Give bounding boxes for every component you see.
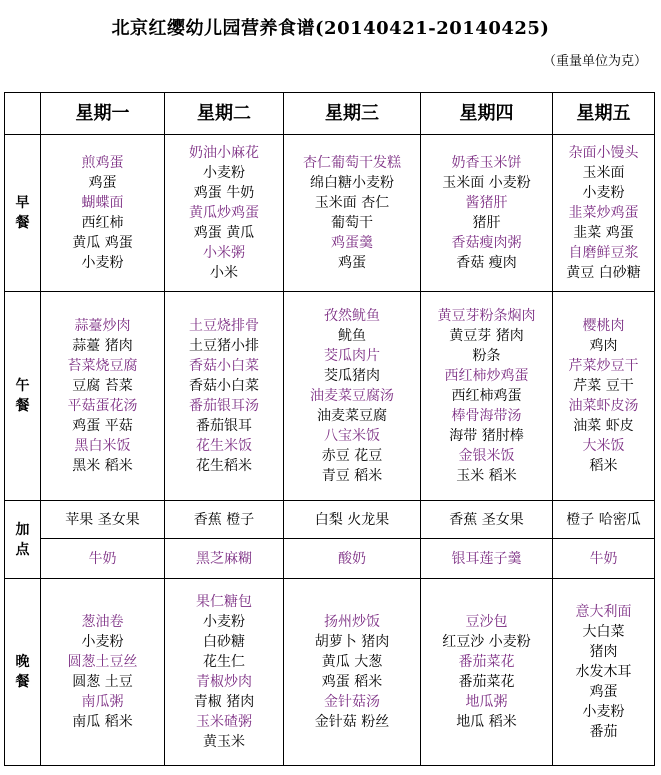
dish-name: 油麦菜豆腐汤: [310, 388, 394, 404]
dish-name: 油菜虾皮汤: [568, 398, 639, 414]
ingredient-text: 猪肝: [472, 215, 501, 231]
ingredient-text: 小麦粉: [582, 185, 625, 201]
menu-cell: [421, 135, 553, 292]
ingredient-text: 金针菇 粉丝: [314, 714, 390, 730]
menu-cell: [165, 579, 284, 766]
menu-cell: [553, 292, 655, 501]
ingredient-text: 豆腐 苔菜: [72, 378, 133, 394]
meal-label: [5, 579, 41, 766]
ingredient-text: 香蕉 圣女果: [449, 511, 524, 528]
dish-name: 酸奶: [338, 550, 366, 567]
menu-cell: [284, 135, 421, 292]
meal-label: [5, 501, 41, 579]
dish-name: 南瓜粥: [81, 694, 124, 710]
ingredient-text: 青豆 稻米: [321, 468, 383, 484]
dish-name: 玉米碴粥: [196, 714, 252, 730]
dish-name: 花生米饭: [196, 438, 252, 454]
dish-name: 土豆烧排骨: [189, 318, 259, 334]
dish-name: 八宝米饭: [324, 428, 380, 444]
menu-cell: [284, 501, 421, 539]
dish-name: 樱桃肉: [582, 318, 625, 334]
ingredient-text: 西红柿鸡蛋: [451, 388, 522, 404]
dish-name: 苔菜烧豆腐: [67, 358, 138, 374]
ingredient-text: 鱿鱼: [338, 328, 366, 344]
ingredient-text: 苹果 圣女果: [65, 511, 140, 528]
ingredient-text: 小麦粉: [582, 704, 625, 720]
ingredient-text: 橙子 哈密瓜: [566, 511, 641, 528]
menu-cell: [421, 501, 553, 539]
meal-label-char: 晚: [15, 654, 30, 670]
ingredient-text: 白梨 火龙果: [314, 511, 390, 528]
ingredient-text: 红豆沙 小麦粉: [442, 634, 531, 650]
ingredient-text: 黑米 稻米: [72, 458, 133, 474]
ingredient-text: 鸡蛋: [589, 684, 618, 700]
ingredient-text: 鸡蛋 黄瓜: [193, 225, 255, 241]
ingredient-text: 香菇小白菜: [189, 378, 259, 394]
dish-name: 豆沙包: [465, 614, 508, 630]
ingredient-text: 青椒 猪肉: [193, 694, 255, 710]
header-row: [5, 93, 655, 135]
dish-name: 黄豆芽粉条焖肉: [437, 308, 536, 324]
ingredient-text: 黄玉米: [203, 734, 245, 750]
menu-cell: [41, 539, 165, 579]
ingredient-text: 地瓜 稻米: [456, 714, 517, 730]
dish-name: 杏仁葡萄干发糕: [303, 155, 401, 171]
menu-cell: [41, 135, 165, 292]
dish-name: 黑芝麻糊: [196, 550, 252, 567]
ingredient-text: 花生仁: [203, 654, 245, 670]
ingredient-text: 鸡蛋 平菇: [72, 418, 133, 434]
meal-label-char: 餐: [15, 215, 30, 231]
meal-label-char: 餐: [15, 674, 30, 690]
dish-name: 杂面小馒头: [568, 145, 639, 161]
ingredient-text: 葡萄干: [331, 215, 373, 231]
ingredient-text: 鸡蛋: [88, 175, 117, 191]
menu-table: [4, 92, 655, 766]
dish-name: 意大利面: [575, 604, 632, 620]
ingredient-text: 鸡肉: [589, 338, 618, 354]
dish-name: 酱猪肝: [465, 195, 508, 211]
ingredient-text: 油麦菜豆腐: [317, 408, 387, 424]
dish-name: 蒜薹炒肉: [74, 318, 131, 334]
menu-cell: [553, 501, 655, 539]
ingredient-text: 蒜薹 猪肉: [72, 338, 133, 354]
dish-name: 芹菜炒豆干: [568, 358, 639, 374]
corner-cell: [5, 93, 41, 135]
dish-name: 黄瓜炒鸡蛋: [189, 205, 259, 221]
dish-name: 银耳莲子羹: [451, 550, 522, 567]
dish-name: 金银米饭: [458, 448, 515, 464]
dish-name: 牛奶: [88, 550, 117, 567]
dish-name: 青椒炒肉: [196, 674, 252, 690]
menu-cell: [41, 579, 165, 766]
dish-name: 大米饭: [582, 438, 625, 454]
dish-name: 蝴蝶面: [81, 195, 124, 211]
menu-cell: [421, 579, 553, 766]
snack-row: [5, 539, 655, 579]
menu-cell: [165, 292, 284, 501]
ingredient-text: 玉米面 小麦粉: [442, 175, 531, 191]
ingredient-text: 海带 猪肘棒: [449, 428, 524, 444]
meal-label-char: 早: [15, 195, 30, 211]
ingredient-text: 黄瓜 鸡蛋: [72, 235, 133, 251]
ingredient-text: 玉米面 杏仁: [314, 195, 390, 211]
ingredient-text: 土豆猪小排: [189, 338, 259, 354]
ingredient-text: 茭瓜猪肉: [324, 368, 380, 384]
ingredient-text: 猪肉: [589, 644, 618, 660]
ingredient-text: 番茄银耳: [196, 418, 252, 434]
dish-name: 平菇蛋花汤: [67, 398, 138, 414]
ingredient-text: 玉米面: [582, 165, 625, 181]
ingredient-text: 稻米: [589, 458, 618, 474]
ingredient-text: 绵白糖小麦粉: [310, 175, 394, 191]
ingredient-text: 大白菜: [582, 624, 625, 640]
dish-name: 小米粥: [203, 245, 245, 261]
meal-label: [5, 135, 41, 292]
dish-name: 果仁糖包: [196, 594, 252, 610]
meal-label-char: 加: [15, 521, 30, 538]
dish-name: 番茄菜花: [458, 654, 515, 670]
ingredient-text: 白砂糖: [203, 634, 245, 650]
ingredient-text: 小麦粉: [81, 255, 124, 271]
menu-cell: [165, 135, 284, 292]
dish-name: 扬州炒饭: [324, 614, 380, 630]
ingredient-text: 玉米 稻米: [456, 468, 517, 484]
ingredient-text: 南瓜 稻米: [72, 714, 133, 730]
ingredient-text: 香蕉 橙子: [193, 511, 255, 528]
ingredient-text: 鸡蛋 稻米: [321, 674, 383, 690]
menu-cell: [41, 292, 165, 501]
dish-name: 棒骨海带汤: [451, 408, 522, 424]
dish-name: 金针菇汤: [324, 694, 380, 710]
dish-name: 自磨鲜豆浆: [568, 245, 639, 261]
ingredient-text: 胡萝卜 猪肉: [314, 634, 390, 650]
dish-name: 葱油卷: [81, 614, 124, 630]
snack-row: [5, 501, 655, 539]
ingredient-text: 小麦粉: [203, 614, 245, 630]
ingredient-text: 水发木耳: [575, 664, 632, 680]
ingredient-text: 香菇 瘦肉: [456, 255, 517, 271]
dish-name: 西红柿炒鸡蛋: [444, 368, 529, 384]
day-header: 星期一: [41, 93, 165, 135]
ingredient-text: 赤豆 花豆: [321, 448, 383, 464]
ingredient-text: 小麦粉: [81, 634, 124, 650]
meal-row: [5, 579, 655, 766]
day-header: 星期三: [284, 93, 421, 135]
dish-name: 黑白米饭: [74, 438, 131, 454]
menu-cell: [165, 501, 284, 539]
dish-name: 圆葱土豆丝: [67, 654, 138, 670]
day-header: 星期二: [165, 93, 284, 135]
dish-name: 孜然鱿鱼: [324, 308, 380, 324]
ingredient-text: 花生稻米: [196, 458, 252, 474]
ingredient-text: 韭菜 鸡蛋: [573, 225, 634, 241]
ingredient-text: 圆葱 土豆: [72, 674, 133, 690]
dish-name: 鸡蛋羹: [331, 235, 373, 251]
ingredient-text: 鸡蛋: [338, 255, 366, 271]
menu-body: [5, 135, 655, 766]
menu-cell: [421, 539, 553, 579]
unit-note: （重量单位为克）: [542, 54, 647, 69]
dish-name: 奶香玉米饼: [451, 155, 522, 171]
dish-name: 香菇小白菜: [189, 358, 259, 374]
dish-name: 番茄银耳汤: [189, 398, 259, 414]
ingredient-text: 鸡蛋 牛奶: [193, 185, 255, 201]
menu-cell: [553, 135, 655, 292]
ingredient-text: 黄豆 白砂糖: [566, 265, 641, 281]
dish-name: 茭瓜肉片: [324, 348, 380, 364]
ingredient-text: 西红柿: [81, 215, 124, 231]
day-header: 星期五: [553, 93, 655, 135]
dish-name: 煎鸡蛋: [81, 155, 124, 171]
dish-name: 韭菜炒鸡蛋: [568, 205, 639, 221]
meal-label-char: 点: [15, 541, 30, 558]
ingredient-text: 黄豆芽 猪肉: [449, 328, 524, 344]
ingredient-text: 黄瓜 大葱: [321, 654, 383, 670]
menu-cell: [165, 539, 284, 579]
ingredient-text: 小麦粉: [203, 165, 245, 181]
menu-cell: [553, 579, 655, 766]
menu-cell: [553, 539, 655, 579]
menu-cell: [284, 579, 421, 766]
meal-row: [5, 135, 655, 292]
menu-cell: [421, 292, 553, 501]
meal-label-char: 餐: [15, 398, 30, 414]
dish-name: 香菇瘦肉粥: [451, 235, 522, 251]
page-title: 北京红缨幼儿园营养食谱(20140421-20140425): [111, 18, 550, 39]
day-header: 星期四: [421, 93, 553, 135]
meal-row: [5, 292, 655, 501]
ingredient-text: 芹菜 豆干: [573, 378, 634, 394]
ingredient-text: 番茄菜花: [458, 674, 515, 690]
ingredient-text: 番茄: [589, 724, 618, 740]
dish-name: 牛奶: [589, 550, 618, 567]
menu-cell: [41, 501, 165, 539]
menu-cell: [284, 292, 421, 501]
ingredient-text: 粉条: [472, 348, 501, 364]
ingredient-text: 油菜 虾皮: [573, 418, 634, 434]
meal-label-char: 午: [15, 378, 30, 394]
meal-label: [5, 292, 41, 501]
dish-name: 奶油小麻花: [189, 145, 259, 161]
menu-cell: [284, 539, 421, 579]
ingredient-text: 小米: [210, 265, 238, 281]
dish-name: 地瓜粥: [465, 694, 508, 710]
